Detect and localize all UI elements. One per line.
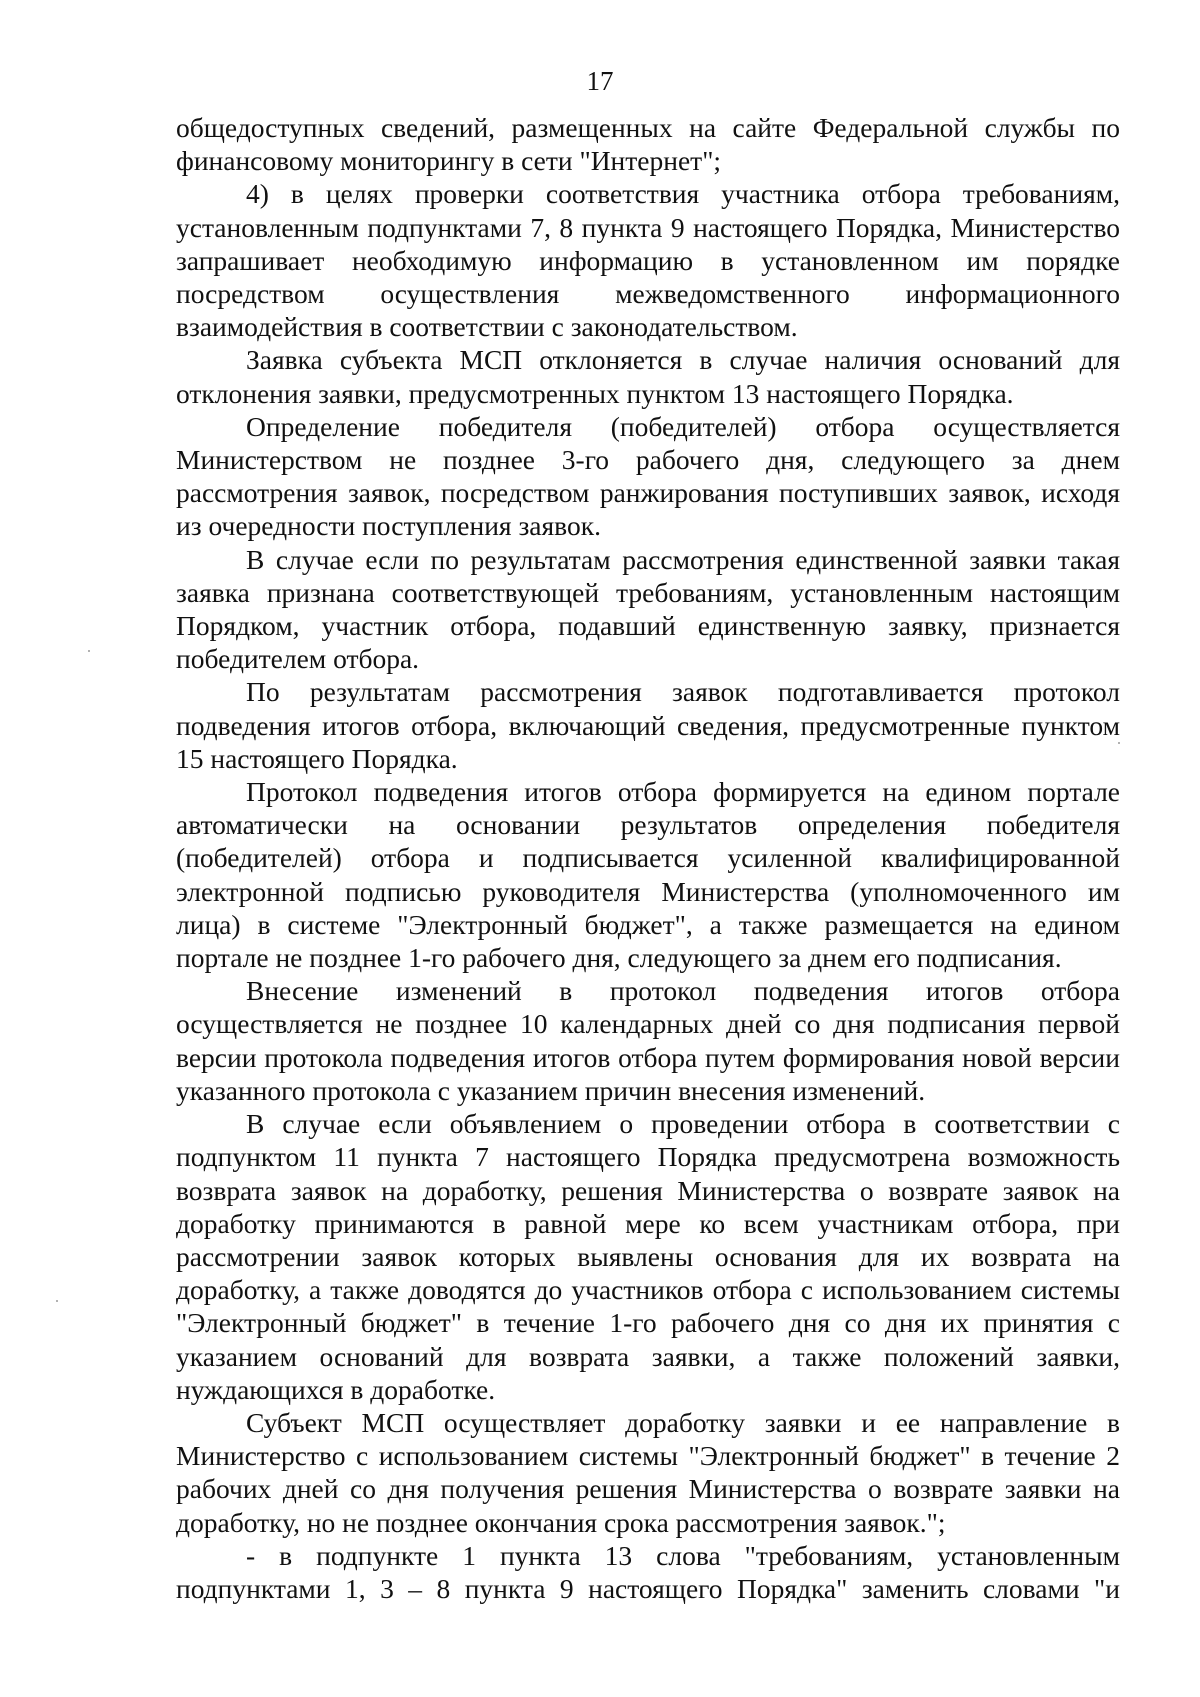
paragraph: По результатам рассмотрения заявок подготавливается протокол подведения итогов отбора, включающий сведения, предусмотренные пунктом 15 настоящего Порядка. bbox=[176, 676, 1120, 774]
paragraph: Внесение изменений в протокол подведения итогов отбора осуществляется не позднее 10 календарных дней со дня подписания первой версии протокола подведения итогов отбора путем формирования новой версии указанного протокола с указанием причин внесения изменений. bbox=[176, 975, 1120, 1106]
paragraph: общедоступных сведений, размещенных на сайте Федеральной службы по финансовому мониторингу в сети "Интернет"; bbox=[176, 112, 1120, 177]
paragraph: Определение победителя (победителей) отбора осуществляется Министерством не позднее 3-го рабочего дня, следующего за днем рассмотрения заявок, посредством ранжирования поступивших заявок, исходя из очередности поступления заявок. bbox=[176, 410, 1120, 542]
paragraph: - в подпункте 1 пункта 13 слова "требованиям, установленным подпунктами 1, 3 – 8 пункта 9 настоящего Порядка" заменить словами "и bbox=[176, 1539, 1120, 1604]
paragraph: В случае если объявлением о проведении отбора в соответствии с подпунктом 11 пункта 7 настоящего Порядка предусмотрена возможность возврата заявок на доработку, решения Министерства о возврате заявок на доработку принимаются в равной мере ко всем участникам отбора, при рассмотрении заявок которых выявлены основания для их возврата на доработку, а также доводятся до участников отбора с использованием системы "Электронный бюджет" в течение 1-го рабочего дня со дня их принятия с указанием оснований для возврата заявки, а также положений заявки, нуждающихся в доработке. bbox=[176, 1108, 1120, 1405]
paragraph: Заявка субъекта МСП отклоняется в случае наличия оснований для отклонения заявки, предусмотренных пунктом 13 настоящего Порядка. bbox=[176, 344, 1120, 409]
page-number: 17 bbox=[586, 66, 614, 96]
scan-speck bbox=[88, 650, 90, 652]
paragraph: Субъект МСП осуществляет доработку заявки и ее направление в Министерство с использованием системы "Электронный бюджет" в течение 2 рабочих дней со дня получения решения Министерства о возврате заявки на доработку, но не позднее окончания срока рассмотрения заявок."; bbox=[176, 1406, 1120, 1538]
paragraph: Протокол подведения итогов отбора формируется на едином портале автоматически на основании результатов определения победителя (победителей) отбора и подписывается усиленной квалифицированной электронной подписью руководителя Министерства (уполномоченного им лица) в системе "Электронный бюджет", а также размещается на едином портале не позднее 1-го рабочего дня, следующего за днем его подписания. bbox=[176, 776, 1120, 974]
scan-speck bbox=[1118, 742, 1120, 744]
scan-speck bbox=[56, 1300, 58, 1302]
document-body bbox=[176, 111, 1120, 1605]
paragraph: В случае если по результатам рассмотрения единственной заявки такая заявка признана соответствующей требованиям, установленным настоящим Порядком, участник отбора, подавший единственную заявку, признается победителем отбора. bbox=[176, 543, 1120, 675]
paragraph: 4) в целях проверки соответствия участника отбора требованиям, установленным подпунктами 7, 8 пункта 9 настоящего Порядка, Министерство запрашивает необходимую информацию в установленном им порядке посредством осуществления межведомственного информационного взаимодействия в соответствии с законодательством. bbox=[176, 178, 1120, 343]
